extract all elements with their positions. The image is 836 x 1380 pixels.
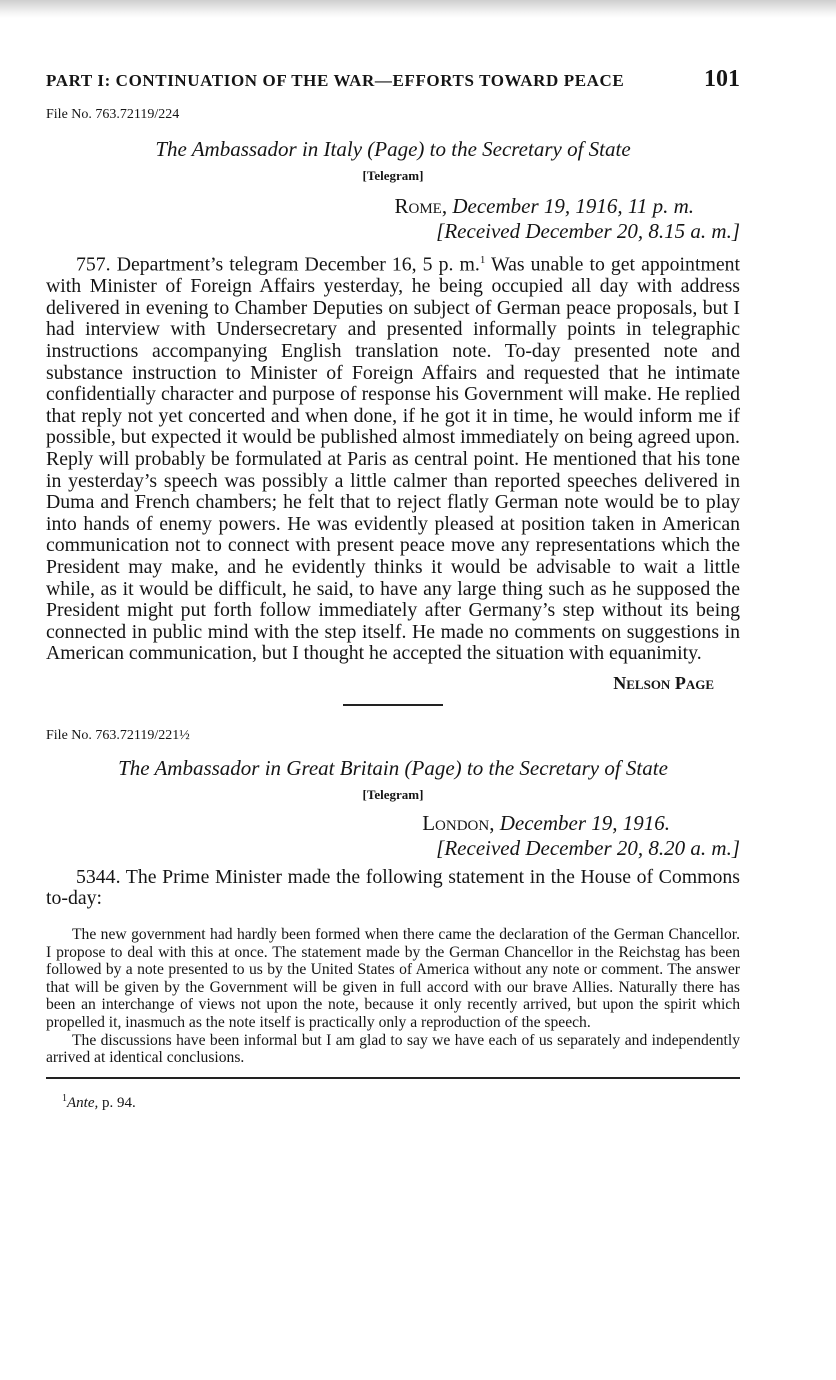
scan-top-edge: [0, 0, 836, 18]
telegram-1-number: 757.: [76, 253, 111, 276]
running-head-title: PART I: CONTINUATION OF THE WAR—EFFORTS TOWARD PEACE: [46, 71, 625, 90]
telegram-1-text-b: Was unable to get appointment with Minister of Foreign Affairs yesterday, he being occupied all day with address delivered in evening to Chamber Deputies on subject of German peace proposals, but I had interview with Undersecretary and presented informally points in telegraphic instructions accompanying English translation note. To-day presented note and substance instruction to Minister of Foreign Affairs and requested that he intimate confidentially character and purpose of response his Government will make. He replied that reply not yet concerted and when done, if he got it in time, he would inform me if possible, but expected it would be published almost immediately on being agreed upon. Reply will probably be formulated at Paris as central point. He mentioned that his tone in yesterday’s speech was possibly a little calmer than reported speeches delivered in Duma and French chambers; he felt that to reject flatly German note would be to play into hands of enemy powers. He was evidently pleased at position taken in American communication not to connect with present peace move any representations which the President may make, and he evidently thinks it would be advisable to wait a little while, as it would be difficult, he said, to have any large thing such as he supposed the President might put forth follow immediately after Germany’s step without its being connected in public mind with the step itself. He made no comments on suggestions in American communication, but I thought he accepted the situation with equanimity.: [46, 253, 740, 665]
footnote-mark: 1: [62, 1092, 67, 1104]
received-1-text: [Received December 20, 8.15 a. m.]: [436, 219, 740, 243]
dateline-1-place: Rome,: [394, 194, 448, 218]
footnote-page: p. 94.: [102, 1094, 136, 1111]
document-page: [46, 66, 740, 1112]
footnote: [46, 1093, 740, 1112]
telegram-2-intro: 5344. The Prime Minister made the following statement in the House of Commons to-day:: [46, 865, 740, 910]
dateline-2-place: London,: [422, 810, 495, 835]
dateline-2-date: December 19, 1916.: [499, 810, 670, 835]
dateline-1-date: December 19, 1916, 11 p. m.: [452, 194, 694, 218]
prime-minister-statement: [46, 926, 740, 1067]
telegram-1-body: [46, 250, 740, 665]
signature-1: Nelson Page: [613, 672, 714, 693]
footnote-ref: Ante,: [67, 1094, 99, 1111]
telegram-1-text-a: Department’s telegram December 16, 5 p. m.: [116, 253, 480, 276]
document-1-title: The Ambassador in Italy (Page) to the Secretary of State: [155, 137, 631, 161]
dateline-1: [46, 194, 740, 219]
received-line-2: [46, 836, 740, 861]
file-number-2: File No. 763.72119/221½: [46, 727, 190, 743]
section-divider: [343, 704, 443, 706]
received-line-1: [46, 219, 740, 244]
running-header: [46, 66, 740, 93]
statement-paragraph-1: The new government had hardly been formed when there came the declaration of the German Chancellor. I propose to deal with this at once. The statement made by the German Chancellor in the Reichstag has been followed by a note presented to us by the United States of America without any note or comment. The answer that will be given by the Government will be given in full accord with our brave Allies. Naturally there has been an interchange of views not upon the note, because it only recently arrived, but upon the spirit which propelled it, inasmuch as the note itself is practically only a reproduction of the speech.: [46, 926, 740, 1032]
dateline-2: [46, 811, 740, 836]
statement-paragraph-2: The discussions have been informal but I am glad to say we have each of us separately and independently arrived at identical conclusions.: [46, 1031, 740, 1067]
footnote-rule: [46, 1077, 740, 1079]
file-number-1: File No. 763.72119/224: [46, 107, 180, 122]
received-2-text: [Received December 20, 8.20 a. m.]: [436, 835, 740, 860]
telegram-label-1: [Telegram]: [362, 168, 424, 183]
document-2-title: The Ambassador in Great Britain (Page) to the Secretary of State: [118, 755, 668, 780]
footnote-reference: 1: [479, 254, 486, 266]
page-number: 101: [704, 66, 740, 92]
telegram-label-2: [Telegram]: [362, 786, 424, 802]
